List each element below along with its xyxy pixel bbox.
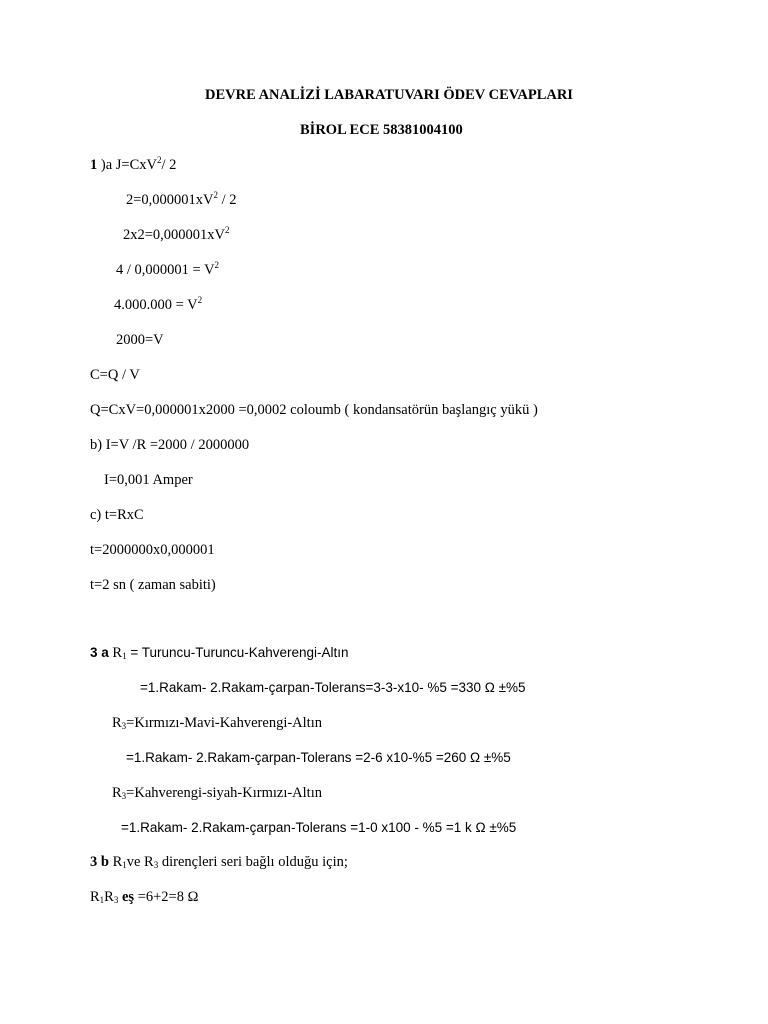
q3a-r3-calc: =1.Rakam- 2.Rakam-çarpan-Tolerans =1-0 x100 - %5 =1 k Ω ±%5 — [121, 820, 517, 835]
q3a-r1-calc: =1.Rakam- 2.Rakam-çarpan-Tolerans=3-3-x10- %5 =330 Ω ±%5 — [140, 680, 526, 695]
q1-line-8: Q=CxV=0,000001x2000 =0,0002 coloumb ( kondansatörün başlangıç yükü ) — [90, 402, 538, 418]
q1-line-4: $4 / 0,000001 = V^2$ — [116, 260, 220, 278]
q1-line-10: I=0,001 Amper — [104, 472, 193, 488]
q1-line-9: b) I=V /R =2000 / 2000000 — [90, 437, 250, 453]
q3b-equation: $R_1R_3$ eş =6+2=8 Ω — [90, 889, 199, 905]
q1-line-1: 1 )a J=CxV$^2$/ 2 — [90, 155, 177, 173]
q3a-r3-line: $R_3=Kahverengi-siyah-Kırmızı$-Altın — [112, 785, 322, 801]
q3b-line: 3 b $R_1ve$ $R_3$ dirençleri seri bağlı olduğu için; — [90, 854, 348, 870]
q1-line-12: t=2000000x0,000001 — [90, 542, 215, 558]
document-title: DEVRE ANALİZİ LABARATUVARI ÖDEV CEVAPLARI — [205, 87, 573, 103]
q1-line-7: C=Q / V — [90, 367, 140, 383]
q1-line-6: 2000=V — [116, 332, 164, 348]
author-line: BİROL ECE 58381004100 — [300, 122, 463, 138]
q3a-r2-calc: =1.Rakam- 2.Rakam-çarpan-Tolerans =2-6 x10-%5 =260 Ω ±%5 — [126, 750, 511, 765]
q1-line-5: $4.000.000 = V^2$ — [114, 295, 203, 313]
q3a-number: 3 a — [90, 645, 109, 660]
q1-line-11: c) t=RxC — [90, 507, 144, 523]
q3b-number: 3 b — [90, 854, 109, 870]
q1-number: 1 — [90, 157, 98, 173]
q3a-r1-line: 3 a $R_1$ = Turuncu-Turuncu-Kahverengi-Altın — [90, 645, 349, 661]
q3a-r2-line: $R_3=Kırmızı-Mavi-Kahverengi$-Altın — [112, 715, 322, 731]
q1-line-13: t=2 sn ( zaman sabiti) — [90, 577, 216, 593]
q1-line-2: $2=0,000001xV^2 / 2$ — [126, 190, 237, 208]
q1-line-3: $2x2=0,000001xV^2$ — [123, 225, 230, 243]
